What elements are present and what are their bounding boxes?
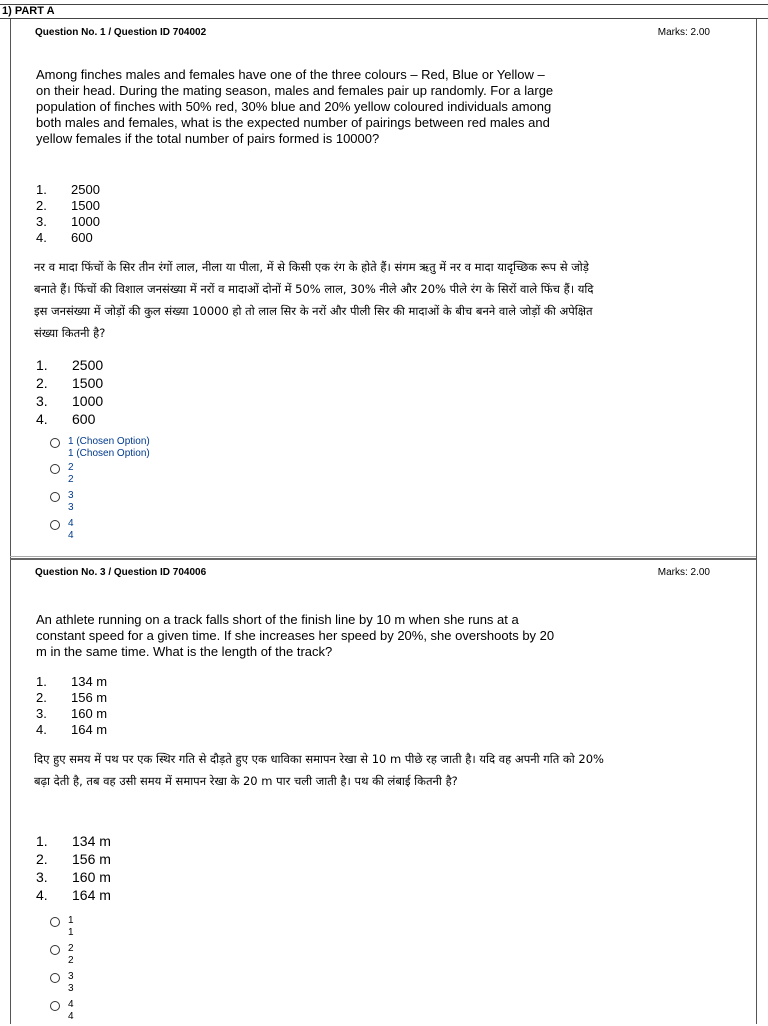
right-border [756,19,757,1024]
radio-button-icon[interactable] [50,973,60,983]
marks-label: Marks: 2.00 [657,27,710,38]
hindi-options [36,356,103,428]
marks-label: Marks: 2.00 [657,567,710,578]
answer-choice-3[interactable]: 3 3 [50,971,74,999]
question-text-hindi: दिए हुए समय में पथ पर एक स्थिर गति से दौड़ते हुए एक धाविका समापन रेखा से 10 m पीछे रह जाती है। यदि वह अपनी गति को 20% बढ़ा देती है, तब वह उसी समय में समापन रेखा के 20 m पार चली जाती है। पथ की लंबाई कितनी है? [34,752,604,788]
radio-button-icon[interactable] [50,945,60,955]
radio-button-icon[interactable] [50,438,60,448]
option-item: 1. 134 m [36,833,111,849]
answer-choice-1[interactable]: 1 1 [50,915,74,943]
option-item: 4. 600 [36,230,93,245]
english-options [36,674,107,738]
answer-choice-4[interactable]: 4 4 [50,999,74,1025]
hindi-options [36,832,111,904]
option-item: 2. 156 m [36,690,108,705]
option-item: 4. 600 [36,411,96,427]
option-item: 3. 1000 [36,393,104,409]
option-item: 2. 1500 [36,375,104,391]
option-item: 3. 1000 [36,214,100,229]
answer-choice-2[interactable]: 2 2 [50,462,150,490]
question-block-3 [10,558,756,1026]
radio-button-icon[interactable] [50,464,60,474]
option-item: 2. 1500 [36,198,100,213]
question-text-english: Among finches males and females have one of the three colours – Red, Blue or Yellow – on their head. During the mating season, males and females pair up randomly. For a large population of finches with 50% red, 30% blue and 20% yellow coloured individuals among both males and females, what is the expected number of pairings between red males and yellow females if the total number of pairs formed is 10000? [36,67,554,146]
question-divider [10,556,756,557]
part-title: 1) PART A [0,5,768,19]
answer-choice-4[interactable]: 4 4 [50,518,150,544]
option-item: 1. 134 m [36,674,108,689]
english-options [36,182,100,246]
answer-choice-1[interactable]: 1 (Chosen Option) 1 (Chosen Option) [50,436,150,462]
question-text-hindi: नर व मादा फिंचों के सिर तीन रंगों लाल, नीला या पीला, में से किसी एक रंग के होते हैं। संगम ऋतु में नर व मादा यादृच्छिक रूप से जोड़े बनाते हैं। फिंचों की विशाल जनसंख्या में नरों व मादाओं दोनों में 50% लाल, 30% नीले और 20% पीले रंग के सिरों वाले फिंच हैं। यदि इस जनसंख्या में जोड़ों की कुल संख्या 10000 हो तो लाल सिर के नरों और पीली सिर की मादाओं के बीच बनने वाले जोड़ों की अपेक्षित संख्या कितनी है? [34,260,594,340]
option-item: 1. 2500 [36,357,104,373]
answer-choice-3[interactable]: 3 3 [50,490,150,518]
question-header: Question No. 3 / Question ID 704006 [35,567,207,578]
radio-button-icon[interactable] [50,492,60,502]
question-text-english: An athlete running on a track falls short of the finish line by 10 m when she runs at a constant speed for a given time. If she increases her speed by 20%, she overshoots by 20 m in the same time. What is the length of the track? [36,612,555,659]
radio-button-icon[interactable] [50,520,60,530]
question-block-1 [10,19,756,556]
radio-button-icon[interactable] [50,1001,60,1011]
option-item: 4. 164 m [36,887,111,903]
option-item: 3. 160 m [36,706,108,721]
option-item: 1. 2500 [36,182,100,197]
option-item: 3. 160 m [36,869,111,885]
answer-choices [50,915,74,1025]
answer-choices [50,436,150,544]
answer-choice-2[interactable]: 2 2 [50,943,74,971]
option-item: 2. 156 m [36,851,111,867]
radio-button-icon[interactable] [50,917,60,927]
option-item: 4. 164 m [36,722,108,737]
question-header: Question No. 1 / Question ID 704002 [35,27,207,38]
